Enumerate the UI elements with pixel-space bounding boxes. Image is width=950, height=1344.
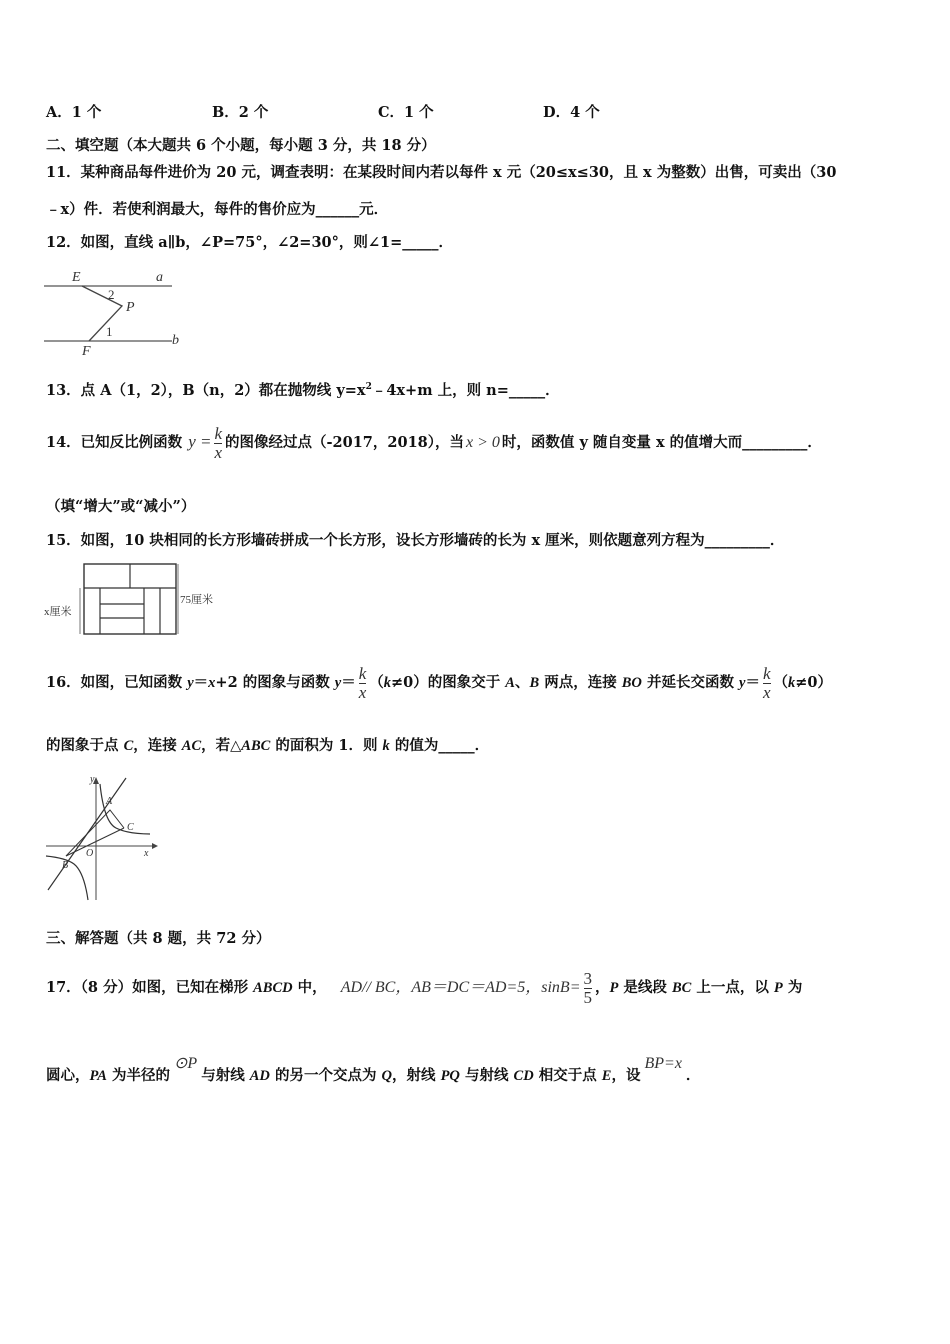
option-d: D．4 个 (543, 104, 600, 121)
q16-frac1-num: k (358, 663, 367, 683)
q16-t9i: y (739, 675, 746, 691)
q12-label-f: F (82, 344, 91, 358)
q16-t5: （ (369, 674, 384, 691)
q14-frac-den: x (214, 442, 223, 462)
q15-figure (44, 560, 224, 640)
q17-l2gi: E (601, 1068, 612, 1084)
q17-mid2i: BC (671, 980, 692, 996)
q16-label-x: x (144, 848, 149, 859)
q17-mid: ， (595, 979, 610, 996)
q12-label-p: P (126, 300, 135, 315)
q16-frac2-num: k (762, 663, 771, 683)
q17-pre: 17．（8 分）如图，已知在梯形 (46, 979, 254, 996)
q17-l2e: ，射线 (392, 1067, 441, 1084)
q16-l2d: 的面积为 1．则 (270, 737, 383, 754)
q14-note: （填“增大”或“减小”） (46, 498, 196, 515)
q16-label-y: y (90, 774, 95, 785)
q15-label-xcm: x厘米 (44, 606, 72, 618)
q13-post: ﹣4x+m 上，则 n=_____． (371, 381, 560, 399)
option-c: C．1 个 (378, 104, 434, 121)
q17-mid3i: P (773, 980, 783, 996)
q16-t9: 并延长交函数 (641, 674, 740, 691)
q16-l2b: ，连接 (133, 737, 182, 754)
q12-text: 12．如图，直线 a∥b，∠P=75°，∠2=30°，则∠1=_____． (46, 234, 454, 251)
q17-l2g: 相交于点 (533, 1067, 602, 1084)
q17-l2a: 圆心， (46, 1067, 90, 1084)
q16-t11i: k (788, 675, 796, 691)
q14-fraction (214, 425, 222, 462)
q14-func-lhs: y = (188, 432, 212, 451)
q15-text: 15．如图，10 块相同的长方形墙砖拼成一个长方形，设长方形墙砖的长为 x 厘米，则依题意列方程为_________． (46, 532, 785, 549)
q16-figure (44, 772, 164, 904)
q17-l2f: 与射线 (459, 1067, 514, 1084)
q16-t1i: y (187, 675, 194, 691)
q17-fraction (584, 970, 593, 1007)
q16-l2e: 的值为_____． (389, 737, 490, 754)
q17-l2b: 为半径的 (106, 1067, 171, 1084)
q16-l2a: 的图象于点 (46, 737, 124, 754)
q16-t11: （ (773, 674, 788, 691)
q17-mid4: 为 (782, 979, 803, 996)
q17-l2end: ． (685, 1067, 701, 1084)
q16-line1 (46, 650, 832, 716)
q17-bp-x: BP=x (644, 1055, 682, 1072)
q14-post: 时，函数值 y 随自变量 x 的值增大而_________． (501, 434, 822, 451)
q16-label-a: A (106, 796, 113, 807)
q16-t7: 、 (514, 674, 530, 691)
q17-l2ci: AD (249, 1068, 270, 1084)
q16-line2 (46, 736, 489, 756)
q16-l2ci: ABC (241, 738, 271, 754)
q16-t6i: A (505, 675, 515, 691)
q13-pre: 13．点 A（1，2），B（n，2）都在抛物线 y=x (46, 381, 366, 399)
q17-l2di: Q (381, 1068, 393, 1084)
q17-frac-den: 5 (583, 987, 592, 1007)
q16-t12: ≠0） (795, 674, 832, 691)
q12-label-e: E (72, 270, 81, 285)
q16-l2bi: AC (181, 738, 202, 754)
q14-frac-num: k (214, 423, 223, 443)
q17-l2d: 的另一个交点为 (269, 1067, 382, 1084)
q11-line2: ﹣x）件．若使利润最大，每件的售价应为______元． (46, 201, 389, 218)
section2-title: 二、填空题（本大题共 6 个小题，每小题 3 分，共 18 分） (46, 137, 436, 154)
q16-label-o: O (86, 848, 94, 859)
q16-label-b: B (62, 860, 69, 871)
q17-mid3: 上一点，以 (691, 979, 774, 996)
q17-frac-num: 3 (583, 968, 592, 988)
q16-t1: 16．如图，已知函数 (46, 674, 188, 691)
q16-t3: +2 的图象与函数 (215, 674, 335, 691)
q17-midi: P (609, 980, 619, 996)
q12-label-2: 2 (108, 287, 115, 302)
q16-t8: 两点，连接 (539, 674, 622, 691)
q17-l2c: 与射线 (201, 1067, 250, 1084)
q17-circle-p: ⊙P (174, 1055, 198, 1072)
q16-t10: ＝ (745, 674, 760, 691)
q17-mid2: 是线段 (618, 979, 672, 996)
q16-t6: ≠0）的图象交于 (391, 674, 506, 691)
q17-line1 (46, 952, 802, 1024)
q14-pre: 14．已知反比例函数 (46, 434, 183, 451)
q16-frac1-den: x (358, 682, 367, 702)
option-a: A．1 个 (46, 104, 102, 121)
q12-label-a: a (156, 270, 163, 285)
q16-frac2-den: x (762, 682, 771, 702)
q16-t8i: BO (621, 675, 642, 691)
q16-l2ai: C (123, 738, 134, 754)
q17-line2 (46, 1055, 701, 1086)
q17-l2h: ，设 (611, 1067, 641, 1084)
q17-prei: ABCD (253, 980, 293, 996)
q13-text (46, 377, 560, 401)
q16-l2di: k (382, 738, 390, 754)
q16-fraction-2 (763, 665, 771, 702)
q12-label-1: 1 (106, 324, 113, 339)
q17-math: AD// BC，AB＝DC＝AD=5，sinB= (340, 979, 581, 996)
section3-title: 三、解答题（共 8 题，共 72 分） (46, 930, 271, 947)
q16-l2c: ，若△ (201, 737, 242, 754)
q11-line1: 11．某种商品每件进价为 20 元，调查表明：在某段时间内若以每件 x 元（20≤x≤30，且 x 为整数）出售，可卖出（30 (46, 164, 837, 181)
q14-text (46, 418, 822, 467)
q16-t7i: B (529, 675, 540, 691)
q17-l2fi: CD (513, 1068, 534, 1084)
q16-fraction-1 (359, 665, 367, 702)
q16-t2i: x (208, 675, 216, 691)
q17-pre2: 中， (292, 979, 327, 996)
q16-t4: ＝ (341, 674, 356, 691)
q14-mid: 的图像经过点（-2017，2018），当 (225, 434, 464, 451)
q16-t5i: k (383, 675, 391, 691)
q14-cond: x > 0 (466, 434, 500, 451)
q16-label-c: C (127, 822, 134, 833)
q12-label-b: b (172, 333, 179, 348)
q16-t3i: y (334, 675, 342, 691)
q17-l2ai: PA (89, 1068, 107, 1084)
q17-l2ei: PQ (440, 1068, 460, 1084)
q13-sup: 2 (365, 382, 372, 392)
q16-t2: ＝ (193, 674, 209, 691)
option-b: B．2 个 (212, 104, 269, 121)
q15-label-75cm: 75厘米 (180, 594, 213, 606)
q12-figure (44, 266, 184, 358)
